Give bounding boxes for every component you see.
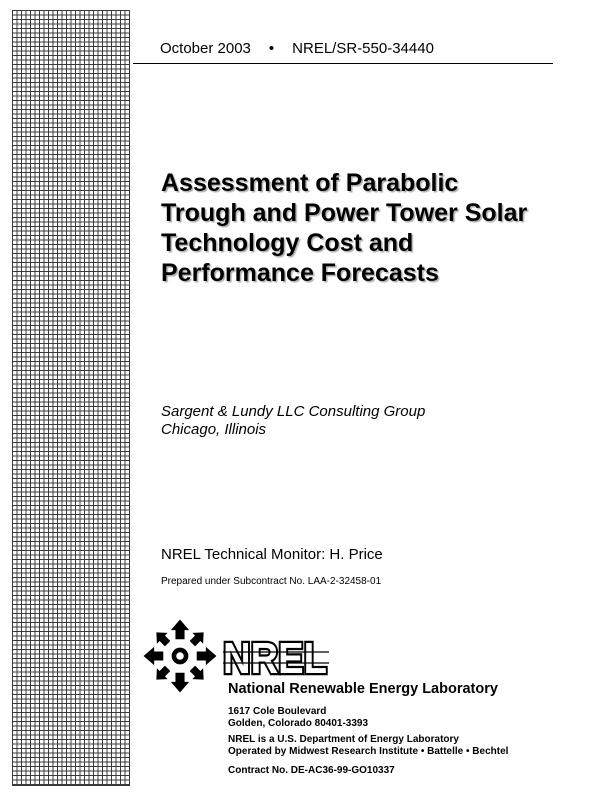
author-location: Chicago, Illinois xyxy=(161,421,267,438)
header-rule xyxy=(133,63,553,64)
lab-name: National Renewable Energy Laboratory xyxy=(228,681,498,697)
address-line: 1617 Cole Boulevard xyxy=(228,706,327,717)
author-block xyxy=(161,403,425,439)
nrel-wordmark xyxy=(223,635,331,677)
contract-number: Contract No. DE-AC36-99-GO10337 xyxy=(228,765,395,776)
report-title xyxy=(161,168,581,288)
title-line: Technology Cost and xyxy=(161,229,414,257)
report-number: NREL/SR-550-34440 xyxy=(292,40,434,57)
doe-statement xyxy=(228,734,508,758)
decorative-grid-strip xyxy=(12,10,130,786)
title-line: Assessment of Parabolic xyxy=(161,169,459,197)
report-date: October 2003 xyxy=(160,40,251,57)
technical-monitor: NREL Technical Monitor: H. Price xyxy=(161,546,383,563)
nrel-sun-logo-icon xyxy=(142,618,218,694)
lab-address xyxy=(228,706,368,730)
doe-line: Operated by Midwest Research Institute • Battelle • Bechtel xyxy=(228,746,509,757)
doe-line: NREL is a U.S. Department of Energy Laboratory xyxy=(228,734,459,745)
author-organization: Sargent & Lundy LLC Consulting Group xyxy=(161,403,426,420)
report-header xyxy=(160,40,434,57)
subcontract-note: Prepared under Subcontract No. LAA-2-32458-01 xyxy=(161,576,382,587)
title-line: Performance Forecasts xyxy=(161,259,439,287)
nrel-wordmark-text: NREL xyxy=(223,635,327,677)
title-line: Trough and Power Tower Solar xyxy=(161,199,528,227)
address-line: Golden, Colorado 80401-3393 xyxy=(228,718,369,729)
header-separator: • xyxy=(268,40,275,57)
